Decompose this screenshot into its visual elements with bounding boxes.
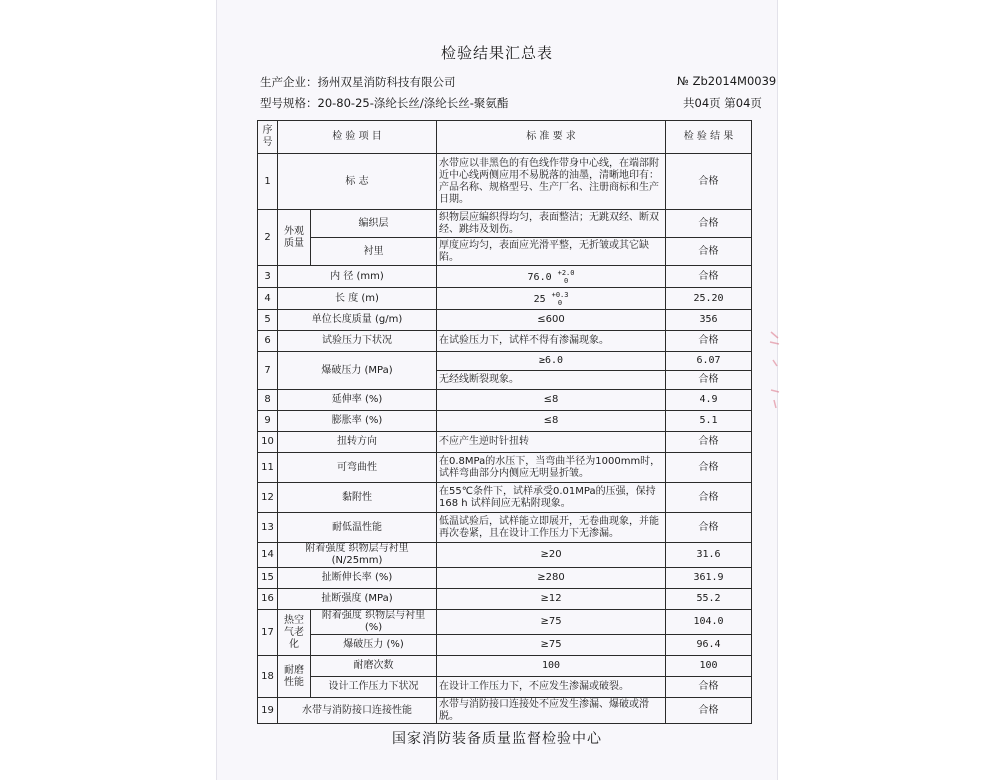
- table-row: [258, 210, 752, 238]
- table-row: [258, 568, 752, 589]
- row-requirement: [437, 288, 666, 310]
- row-result: 25.20: [666, 288, 752, 310]
- row-no: 16: [258, 589, 278, 610]
- row-requirement: 不应产生逆时针扭转: [437, 432, 666, 453]
- table-row: [258, 543, 752, 568]
- row-requirement: 无经线断裂现象。: [437, 371, 666, 390]
- report-number: № Zb2014M0039: [677, 74, 777, 88]
- row-item: 膨胀率 (%): [278, 411, 437, 432]
- table-row: [258, 288, 752, 310]
- row-no: 1: [258, 154, 278, 210]
- table-row: [258, 513, 752, 543]
- table-row: [258, 154, 752, 210]
- row-requirement: 水带应以非黑色的有色线作带身中心线，在端部附近中心线两侧应用不易脱落的油墨，清晰地印有：产品名称、规格型号、生产厂名、注册商标和生产日期。: [437, 154, 666, 210]
- row-no: 17: [258, 610, 278, 656]
- page-count: 共04页 第04页: [683, 96, 762, 110]
- row-no: 9: [258, 411, 278, 432]
- table-row: [258, 238, 752, 266]
- row-requirement: ≥20: [437, 543, 666, 568]
- row-no: 19: [258, 698, 278, 724]
- row-result: 合格: [666, 453, 752, 483]
- row-result: 合格: [666, 698, 752, 724]
- row-no: 5: [258, 310, 278, 331]
- row-no: 13: [258, 513, 278, 543]
- tolerance-lower: 0: [563, 276, 569, 285]
- table-row: [258, 352, 752, 371]
- results-table: [257, 120, 752, 724]
- tolerance: [552, 291, 569, 307]
- row-no: 14: [258, 543, 278, 568]
- row-result: 合格: [666, 266, 752, 288]
- table-row: [258, 453, 752, 483]
- row-result: 4.9: [666, 390, 752, 411]
- row-result: 合格: [666, 331, 752, 352]
- row-result: 合格: [666, 483, 752, 513]
- row-item: 爆破压力 (MPa): [278, 352, 437, 390]
- row-item: 设计工作压力下状况: [311, 677, 437, 698]
- row-item: 扯断伸长率 (%): [278, 568, 437, 589]
- table-row: [258, 266, 752, 288]
- row-requirement: ≥75: [437, 610, 666, 635]
- document-title: 检验结果汇总表: [440, 44, 553, 62]
- row-item: 附着强度 织物层与衬里 (%): [311, 610, 437, 635]
- row-item: 单位长度质量 (g/m): [278, 310, 437, 331]
- row-result: 100: [666, 656, 752, 677]
- row-result: 356: [666, 310, 752, 331]
- row-result: 合格: [666, 371, 752, 390]
- red-stamp-fragment: [768, 330, 782, 424]
- row-requirement: 低温试验后，试样能立即展开，无卷曲现象，并能再次卷紧，且在设计工作压力下无渗漏。: [437, 513, 666, 543]
- tolerance-lower: 0: [557, 298, 563, 307]
- row-group: 外观质量: [278, 210, 311, 266]
- header-requirement: 标 准 要 求: [437, 121, 666, 154]
- row-group: 热空气老化: [278, 610, 311, 656]
- table-row: [258, 589, 752, 610]
- table-row: [258, 698, 752, 724]
- header-result: 检 验 结 果: [666, 121, 752, 154]
- row-item: 耐磨次数: [311, 656, 437, 677]
- table-row: [258, 610, 752, 635]
- row-result: 31.6: [666, 543, 752, 568]
- row-item: 附着强度 织物层与衬里 (N/25mm): [278, 543, 437, 568]
- row-requirement: ≤600: [437, 310, 666, 331]
- row-result: 合格: [666, 513, 752, 543]
- nominal-value: 25: [533, 293, 546, 305]
- row-item: 扯断强度 (MPa): [278, 589, 437, 610]
- seal-edge-icon: [768, 330, 782, 410]
- row-result: 55.2: [666, 589, 752, 610]
- row-requirement: 织物层应编织得均匀，表面整洁；无跳双经、断双经、跳纬及划伤。: [437, 210, 666, 238]
- row-no: 3: [258, 266, 278, 288]
- row-no: 12: [258, 483, 278, 513]
- row-no: 8: [258, 390, 278, 411]
- row-no: 2: [258, 210, 278, 266]
- row-item: 试验压力下状况: [278, 331, 437, 352]
- issuing-organization: 国家消防装备质量监督检验中心: [392, 731, 602, 747]
- row-no: 15: [258, 568, 278, 589]
- table-row: [258, 656, 752, 677]
- table-row: [258, 310, 752, 331]
- table-row: [258, 411, 752, 432]
- row-item: 长 度 (m): [278, 288, 437, 310]
- tolerance-upper: +0.3: [551, 290, 569, 299]
- table-row: [258, 390, 752, 411]
- row-result: 合格: [666, 210, 752, 238]
- header-no: 序号: [258, 121, 278, 154]
- row-requirement: ≥280: [437, 568, 666, 589]
- row-item: 衬里: [311, 238, 437, 266]
- row-result: 合格: [666, 238, 752, 266]
- row-result: 104.0: [666, 610, 752, 635]
- row-result: 361.9: [666, 568, 752, 589]
- row-requirement: 在55℃条件下，试样承受0.01MPa的压强，保持168 h 试样间应无粘附现象。: [437, 483, 666, 513]
- model-spec-line: 型号规格：20-80-25-涤纶长丝/涤纶长丝-聚氨酯: [260, 96, 509, 110]
- row-item: 编织层: [311, 210, 437, 238]
- row-item: 内 径 (mm): [278, 266, 437, 288]
- row-requirement: [437, 266, 666, 288]
- row-item: 耐低温性能: [278, 513, 437, 543]
- row-requirement: 水带与消防接口连接处不应发生渗漏、爆破或滑脱。: [437, 698, 666, 724]
- row-requirement: 在0.8MPa的水压下，当弯曲半径为1000mm时，试样弯曲部分内侧应无明显折皱。: [437, 453, 666, 483]
- header-item: 检 验 项 目: [278, 121, 437, 154]
- row-item: 可弯曲性: [278, 453, 437, 483]
- row-item: 黏附性: [278, 483, 437, 513]
- row-result: 合格: [666, 154, 752, 210]
- row-requirement: 在试验压力下，试样不得有渗漏现象。: [437, 331, 666, 352]
- row-requirement: ≤8: [437, 411, 666, 432]
- table-header-row: [258, 121, 752, 154]
- row-group: 耐磨性能: [278, 656, 311, 698]
- table-row: [258, 677, 752, 698]
- row-item: 扭转方向: [278, 432, 437, 453]
- table-row: [258, 331, 752, 352]
- row-requirement: 在设计工作压力下，不应发生渗漏或破裂。: [437, 677, 666, 698]
- row-requirement: 100: [437, 656, 666, 677]
- row-no: 7: [258, 352, 278, 390]
- row-result: 合格: [666, 677, 752, 698]
- row-no: 11: [258, 453, 278, 483]
- row-no: 4: [258, 288, 278, 310]
- nominal-value: 76.0: [527, 271, 552, 283]
- tolerance-upper: +2.0: [557, 268, 575, 277]
- row-item: 延伸率 (%): [278, 390, 437, 411]
- row-result: 5.1: [666, 411, 752, 432]
- row-requirement: 厚度应均匀，表面应光滑平整，无折皱或其它缺陷。: [437, 238, 666, 266]
- manufacturer-line: 生产企业：扬州双星消防科技有限公司: [260, 75, 456, 89]
- table-row: [258, 483, 752, 513]
- row-item: 爆破压力 (%): [311, 635, 437, 656]
- row-item: 标 志: [278, 154, 437, 210]
- row-requirement: ≤8: [437, 390, 666, 411]
- row-result: 合格: [666, 432, 752, 453]
- row-no: 10: [258, 432, 278, 453]
- row-item: 水带与消防接口连接性能: [278, 698, 437, 724]
- row-no: 18: [258, 656, 278, 698]
- row-result: 6.07: [666, 352, 752, 371]
- row-requirement: ≥12: [437, 589, 666, 610]
- row-requirement: ≥6.0: [437, 352, 666, 371]
- row-no: 6: [258, 331, 278, 352]
- tolerance: [558, 269, 575, 285]
- table-row: [258, 635, 752, 656]
- row-requirement: ≥75: [437, 635, 666, 656]
- table-row: [258, 432, 752, 453]
- row-result: 96.4: [666, 635, 752, 656]
